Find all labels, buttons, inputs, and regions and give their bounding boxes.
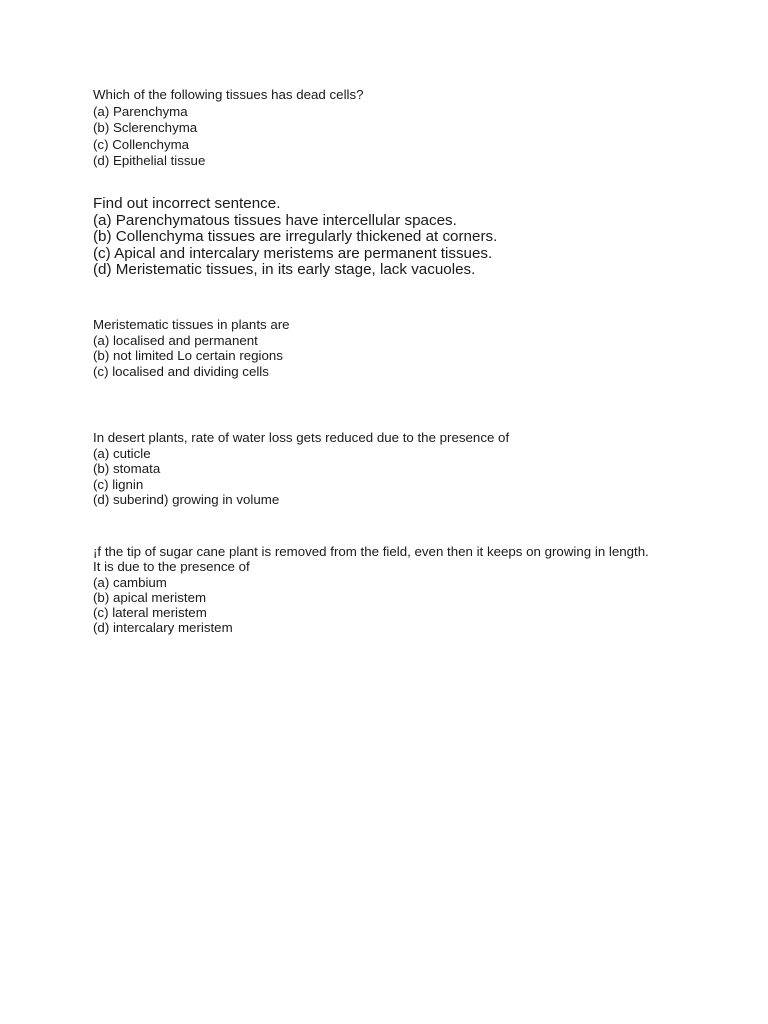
question-stem: Find out incorrect sentence.: [93, 195, 281, 212]
answer-option: (c) localised and dividing cells: [93, 363, 269, 379]
answer-option: (a) cambium: [93, 574, 167, 590]
answer-option: (b) stomata: [93, 461, 161, 477]
question-3: [93, 317, 653, 379]
question-stem: ¡f the tip of sugar cane plant is removed from the field, even then it keeps on growing in length. It is due to the presence of: [93, 544, 649, 575]
answer-option: (c) Apical and intercalary meristems are permanent tissues.: [93, 244, 493, 262]
answer-option: (b) not limited Lo certain regions: [93, 348, 283, 364]
question-5: [93, 544, 653, 636]
question-stem: In desert plants, rate of water loss gets reduced due to the presence of: [93, 430, 510, 445]
question-2: [93, 196, 653, 279]
answer-option: (d) Epithelial tissue: [93, 153, 206, 168]
answer-option: (b) Sclerenchyma: [93, 120, 198, 135]
answer-option: (a) Parenchyma: [93, 103, 188, 119]
question-1: [93, 87, 653, 170]
answer-option: (c) lignin: [93, 476, 144, 492]
answer-option: (d) Meristematic tissues, in its early stage, lack vacuoles.: [93, 261, 476, 279]
question-4: [93, 430, 653, 508]
answer-option: (a) Parenchymatous tissues have intercellular spaces.: [93, 211, 457, 229]
question-stem: Which of the following tissues has dead cells?: [93, 87, 364, 102]
answer-option: (a) cuticle: [93, 445, 151, 461]
answer-option: (d) suberind) growing in volume: [93, 492, 280, 508]
answer-option: (d) intercalary meristem: [93, 620, 233, 636]
answer-option: (b) apical meristem: [93, 589, 207, 605]
question-stem: Meristematic tissues in plants are: [93, 317, 290, 332]
answer-option: (b) Collenchyma tissues are irregularly thickened at corners.: [93, 228, 498, 246]
answer-option: (c) Collenchyma: [93, 136, 190, 152]
answer-option: (a) localised and permanent: [93, 332, 258, 348]
answer-option: (c) lateral meristem: [93, 605, 207, 621]
